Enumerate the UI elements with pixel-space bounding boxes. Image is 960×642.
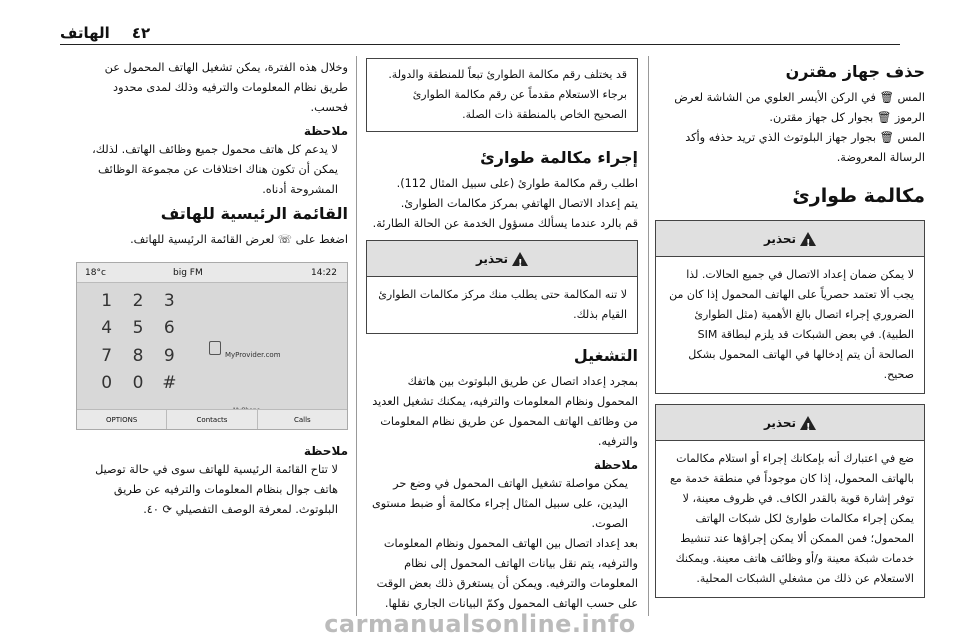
note-text: لا تتاح القائمة الرئيسية للهاتف سوى في حالة توصيل هاتف جوال بنظام المعلومات والترفيه عن طريق البلوتوث. لمعرفة الوصف التفصيلي ⟳ ٤٠. <box>95 463 338 516</box>
paragraph: قم بالرد عندما يسألك مسؤول الخدمة عن الحالة الطارئة. <box>372 217 638 230</box>
screen-clock: 14:22 <box>311 267 337 278</box>
section-title-delete-device: حذف جهاز مقترن <box>785 62 925 81</box>
header-divider <box>60 44 900 45</box>
section-title-phone-main-menu: القائمة الرئيسية للهاتف <box>160 204 348 223</box>
warning-box <box>655 404 925 598</box>
screen-radio-station: big FM <box>173 267 203 278</box>
warning-box <box>655 220 925 394</box>
screen-temperature: 18°c <box>85 267 106 278</box>
screen-keypad <box>91 287 185 397</box>
column-divider-right <box>648 56 649 616</box>
warning-triangle-icon <box>800 416 816 430</box>
paragraph: بعد إعداد اتصال بين الهاتف المحمول ونظام المعلومات والترفيه، يتم نقل بيانات الهاتف المحمول إلى نظام المعلومات والترفيه. ويمكن أن يستغرق ذلك بعض الوقت على حسب الهاتف المحمول وكمّ البيانات الجاري نقلها. <box>376 537 638 610</box>
screen-calls-button: Calls <box>293 415 311 424</box>
page-number: ٤٢ <box>131 24 151 42</box>
middle-column <box>366 58 638 614</box>
keypad-key: 6 <box>163 318 175 339</box>
note-title: ملاحظة <box>303 444 348 458</box>
screen-options-button: OPTIONS <box>77 410 167 429</box>
paragraph: يتم إعداد الاتصال الهاتفي بمركز مكالمات الطوارئ. <box>400 197 638 210</box>
phone-screen-illustration <box>76 262 348 430</box>
paragraph: المس 🗑 بجوار جهاز البلوتوث الذي تريد حذفه وأكد الرسالة المعروضة. <box>685 131 925 164</box>
paragraph: وخلال هذه الفترة، يمكن تشغيل الهاتف المحمول عن طريق نظام المعلومات والترفيه وذلك لمدى محدود فحسب. <box>104 61 348 114</box>
keypad-key: 8 <box>132 345 144 366</box>
note-text: يمكن مواصلة تشغيل الهاتف المحمول في وضع حر اليدين، على سبيل المثال إجراء مكالمة أو ضبط مستوى الصوت. <box>371 477 628 530</box>
screen-contacts-button: Contacts <box>167 410 257 429</box>
keypad-key: 5 <box>132 318 144 339</box>
keypad-key: 7 <box>101 345 113 366</box>
paragraph: اضغط على ☏ لعرض القائمة الرئيسية للهاتف. <box>130 233 348 246</box>
warning-header <box>656 405 924 441</box>
warning-triangle-icon <box>800 232 816 246</box>
section-title-operation: التشغيل <box>573 346 638 365</box>
info-box: قد يختلف رقم مكالمة الطوارئ تبعاً للمنطقة والدولة. برجاء الاستعلام مقدماً عن رقم مكالمة الطوارئ الصحيح الخاص بالمنطقة ذات الصلة. <box>366 58 638 132</box>
section-title-make-emergency-call: إجراء مكالمة طوارئ <box>480 148 638 167</box>
warning-header <box>656 221 924 257</box>
column-divider-left <box>356 56 357 616</box>
screen-provider: MyProvider.com <box>225 351 281 359</box>
warning-text: لا يمكن ضمان إعداد الاتصال في جميع الحالات. لذا يجب ألا تعتمد حصرياً على الهاتف المحمول إذا كان من الضروري إجراء اتصال بالغ الأهمية (مثل الطوارئ الطبية). في بعض الشبكات قد يلزم لبطاقة SIM الصالحة أن يتم إدخالها في الهاتف المحمول بشكل صحيح. <box>669 268 914 381</box>
keypad-key: 2 <box>132 290 144 311</box>
warning-label: تحذير <box>475 251 509 266</box>
keypad-key: 4 <box>101 318 113 339</box>
warning-label: تحذير <box>763 415 797 430</box>
paragraph: اطلب رقم مكالمة طوارئ (على سبيل المثال 112). <box>396 177 638 190</box>
warning-header <box>367 241 637 277</box>
keypad-key: 0 <box>132 373 144 394</box>
warning-box <box>366 240 638 334</box>
keypad-key: # <box>162 373 177 394</box>
paragraph: بمجرد إعداد اتصال عن طريق البلوتوث بين هاتفك المحمول ونظام المعلومات والترفيه، يمكنك تشغيل العديد من وظائف الهاتف المحمول عن طريق نظام المعلومات والترفيه. <box>372 375 638 448</box>
screen-bottom-bar <box>77 409 347 429</box>
keypad-key: 1 <box>101 290 113 311</box>
watermark: carmanualsonline.info <box>324 610 636 638</box>
page-title: الهاتف <box>60 24 110 42</box>
warning-triangle-icon <box>512 252 528 266</box>
warning-text: ضع في اعتبارك أنه بإمكانك إجراء أو استلام مكالمات بالهاتف المحمول، إذا كان موجوداً في منطقة خدمة مع توفر إشارة قوية بالقدر الكاف. في ظروف معينة، لا يمكن إجراء مكالمات طوارئ لكل شبكات الهاتف المحمول؛ فمن الممكن ألا يمكن إجراؤها عند تنشيط خدمات شبكة معينة و/أو وظائف هاتف معينة. ويمكنك الاستعلام عن ذلك من مشغلي الشبكات المحلية. <box>670 452 914 585</box>
screen-status-bar <box>77 263 347 283</box>
keypad-key: 0 <box>101 373 113 394</box>
keypad-key: 9 <box>163 345 175 366</box>
note-title: ملاحظة <box>303 124 348 138</box>
paragraph: المس 🗑 في الركن الأيسر العلوي من الشاشة لعرض الرموز 🗑 بجوار كل جهاز مقترن. <box>674 91 925 124</box>
warning-label: تحذير <box>763 231 797 246</box>
section-title-emergency-call: مكالمة طوارئ <box>792 185 925 207</box>
left-column <box>76 58 348 520</box>
warning-text: لا تنه المكالمة حتى يطلب منك مركز مكالمات الطوارئ القيام بذلك. <box>378 288 627 321</box>
keypad-key: 3 <box>163 290 175 311</box>
right-column <box>655 58 925 608</box>
note-text: لا يدعم كل هاتف محمول جميع وظائف الهاتف. لذلك، يمكن أن تكون هناك اختلافات عن مجموعة الوظائف المشروحة أدناه. <box>92 143 338 196</box>
note-title: ملاحظة <box>593 458 638 472</box>
phone-icon <box>209 341 221 355</box>
